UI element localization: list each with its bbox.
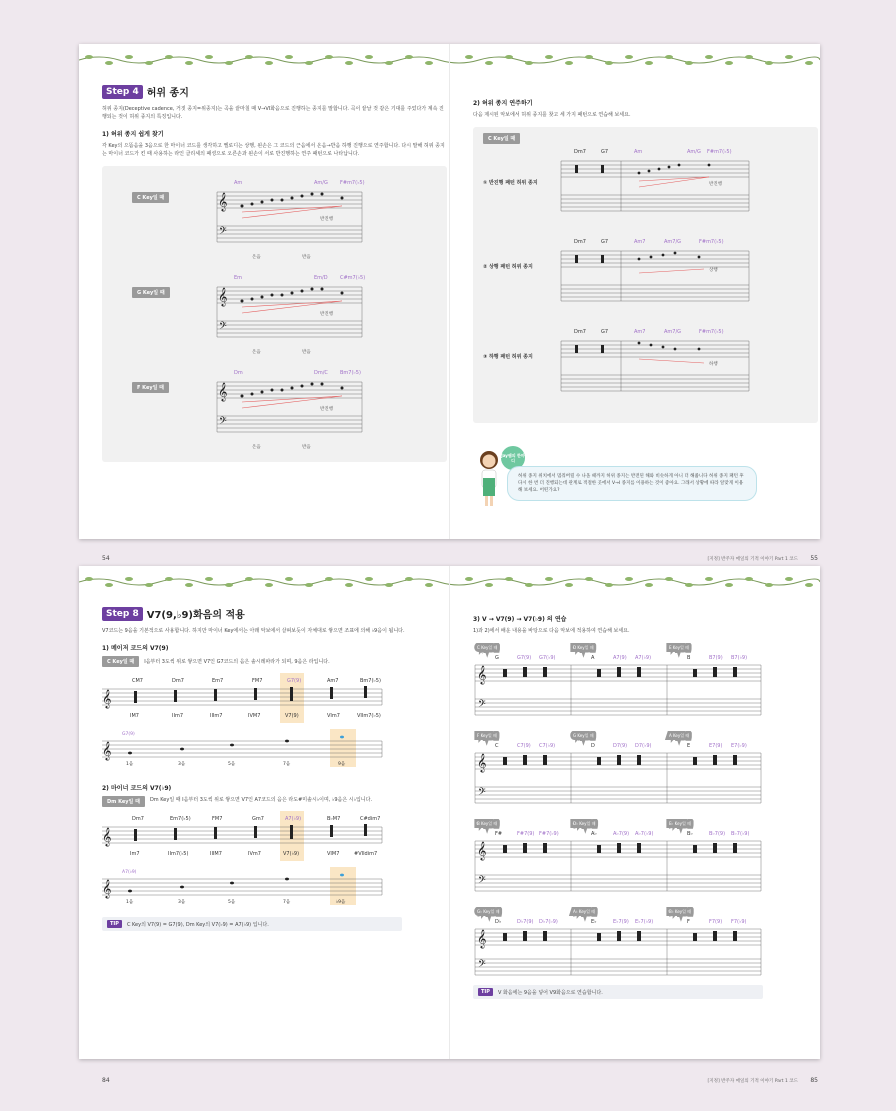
- chord-label: Am: [634, 149, 643, 155]
- practice-grid: [473, 643, 763, 983]
- chord-label: Bm7(♭5): [340, 370, 361, 376]
- step-header: [102, 606, 447, 621]
- annotation: 반진행: [320, 407, 334, 412]
- pattern-1: [473, 143, 763, 223]
- practice-row: [473, 731, 763, 813]
- step-title: V7(9,♭9)화음의 적용: [146, 610, 245, 621]
- chord-label: B♭7(♭9): [731, 831, 750, 837]
- key-tag: C Key일 때: [483, 133, 520, 144]
- annotation: 반음: [302, 350, 311, 355]
- example-g: [102, 271, 447, 361]
- key-label: A Key일 때: [669, 733, 690, 738]
- key-label: B♭ Key일 때: [669, 909, 692, 914]
- svg-text:𝄢: 𝄢: [478, 874, 486, 888]
- key-tag: Dm Key일 때: [102, 796, 145, 807]
- chord-label: E♭7(♭9): [635, 919, 654, 925]
- annotation: 반진행: [709, 182, 723, 187]
- page-number: 84: [102, 1077, 110, 1084]
- chord-label: Dm7: [574, 239, 586, 245]
- svg-text:𝄞: 𝄞: [102, 879, 112, 898]
- scale-staff-2b: [102, 867, 402, 907]
- chord-label: Em: [234, 275, 243, 281]
- practice-row: [473, 643, 763, 725]
- annotation: 반진행: [320, 312, 334, 317]
- chord-label: Dm7: [172, 678, 184, 684]
- degree-label: VIm7: [327, 713, 340, 719]
- chord-label: Am7/G: [664, 329, 682, 335]
- svg-text:𝄞: 𝄞: [102, 741, 112, 760]
- practice-staff: [473, 819, 763, 901]
- annotation: 반음: [302, 255, 311, 260]
- annotation: 반진행: [320, 217, 334, 222]
- subheading-1-text: 각 Key의 으뜸음을 3음으로 한 마이너 코드를 생각하고 멜로디는 상행, 왼손은 그 코드의 근음에서 온음→반음 하행 진행으로 연주합니다. 다시 말해 허위 종지는 마이너 코드가 킨 때 사용하는 라인 클리셰의 패셩으로 오른손과 왼손이 서로 반진행하는 연주 패턴으로 나타납니다.: [102, 143, 445, 157]
- degree-label: 7음: [283, 900, 291, 905]
- annotation: 온음: [252, 445, 261, 450]
- svg-text:𝄞: 𝄞: [102, 827, 112, 846]
- chord-label: Am: [234, 180, 243, 186]
- teacher-note: [473, 446, 763, 526]
- chord-label: A♭: [591, 831, 597, 837]
- annotation: 반음: [302, 445, 311, 450]
- chord-label: B♭: [687, 831, 693, 837]
- chord-label: F: [687, 919, 690, 925]
- spread-bottom: [79, 566, 820, 1084]
- chord-label: Em7(♭5): [170, 816, 191, 822]
- chord-label: F#m7(♭5): [340, 180, 365, 186]
- key-text: I음부터 3도씩 위로 쌓으면 V7인 G7코드의 음은 솔시레파라가 되며, 9음은 라입니다.: [144, 659, 330, 665]
- key-label: F Key일 때: [477, 733, 497, 738]
- chord-label: D♭7(9): [517, 919, 534, 925]
- chord-label: F#m7(♭5): [699, 329, 724, 335]
- degree-label: IVm7: [248, 851, 261, 857]
- chord-label: Em/D: [314, 275, 328, 281]
- tip-text: V 화음에는 9음을 넣어 V9화음으로 연습합니다.: [497, 989, 603, 996]
- degree-label: V7(9): [285, 713, 299, 719]
- degree-label: 5음: [228, 762, 236, 767]
- tip-badge: TIP: [478, 988, 493, 996]
- svg-text:𝄢: 𝄢: [478, 958, 486, 972]
- annotation: 상행: [709, 268, 718, 273]
- chord-label: Dm/C: [314, 370, 328, 376]
- degree-label: Im7: [130, 851, 140, 857]
- subheading-1: 1) 허위 종지 쉽게 찾기: [102, 131, 164, 138]
- footer-text: [지정] 반주자 매일의 기적 이야기 Part 1 코드: [707, 557, 798, 562]
- key-label: D♭ Key일 때: [573, 821, 596, 826]
- step-badge: Step 4: [102, 85, 143, 99]
- staff-pattern: [559, 323, 759, 403]
- chord-label: A7(♭9): [635, 655, 652, 661]
- chord-label: F7(9): [709, 919, 723, 925]
- chord-label: Am7: [634, 239, 646, 245]
- svg-text:𝄢: 𝄢: [219, 415, 227, 429]
- degree-label: IIIM7: [210, 851, 222, 857]
- degree-label: IVM7: [248, 713, 261, 719]
- staff-example: [202, 271, 432, 361]
- subheading-1: 1) 메이저 코드의 V7(9): [102, 645, 169, 652]
- chord-label: C: [495, 743, 499, 749]
- chord-label: F#m7(♭5): [699, 239, 724, 245]
- staff-example: [202, 366, 432, 456]
- page-number: 55: [810, 555, 818, 562]
- key-label: B Key일 때: [477, 821, 498, 826]
- chord-label: G7(9): [287, 678, 302, 684]
- staff-example: [202, 176, 432, 266]
- svg-text:𝄢: 𝄢: [478, 786, 486, 800]
- subheading-2: 2) 마이너 코드의 V7(♭9): [102, 785, 172, 792]
- intro-text: 허위 종지(Deceptive cadence, 거짓 종지=위종지)는 곡을 끝마칠 때 V→VI화음으로 진행하는 종지를 말합니다. 곡이 끝날 것 같은 기대를 주었다가 계속 진행되는 것이 허위 종지의 특징입니다.: [102, 106, 444, 120]
- pattern-3: [473, 323, 763, 403]
- key-row: [102, 796, 447, 807]
- key-row: [102, 656, 447, 667]
- page-85: [473, 606, 818, 1084]
- step-badge: Step 8: [102, 607, 143, 621]
- page-54: [102, 84, 447, 562]
- subheading-3-text: 1)과 2)에서 배운 내용을 바탕으로 다음 악보에 적용하여 연습해 보세요.: [473, 628, 630, 634]
- tip-badge: TIP: [107, 920, 122, 928]
- chord-label: Am7: [634, 329, 646, 335]
- chord-label: Dm7: [574, 329, 586, 335]
- pattern-label: ③ 하행 패턴 허위 종지: [483, 354, 533, 360]
- key-label: E Key일 때: [669, 645, 690, 650]
- svg-text:𝄢: 𝄢: [478, 698, 486, 712]
- degree-label: 5음: [228, 900, 236, 905]
- degree-label: 7음: [283, 762, 291, 767]
- chord-label: G7(9): [517, 655, 532, 661]
- chord-label: B: [687, 655, 691, 661]
- chord-label: Em7: [212, 678, 224, 684]
- step-title: 허위 종지: [146, 88, 189, 99]
- chord-label: Gm7: [252, 816, 264, 822]
- degree-label: 3음: [178, 762, 186, 767]
- practice-staff: [473, 643, 763, 725]
- patterns-box: [473, 127, 818, 423]
- svg-text:𝄞: 𝄞: [477, 665, 487, 684]
- chord-label: Dm7: [132, 816, 144, 822]
- svg-text:𝄞: 𝄞: [477, 929, 487, 948]
- pattern-label: ① 반진행 패턴 허위 종지: [483, 180, 538, 186]
- chord-label: FM7: [252, 678, 263, 684]
- degree-label: 1음: [126, 762, 134, 767]
- footer-text: [지정] 반주자 매일의 기적 이야기 Part 1 코드: [707, 1079, 798, 1084]
- spread-top: [79, 44, 820, 562]
- annotation: 온음: [252, 255, 261, 260]
- page-number: 54: [102, 555, 110, 562]
- chord-label: A: [591, 655, 595, 661]
- key-tag: G Key일 때: [132, 287, 170, 298]
- chord-label: F7(♭9): [731, 919, 747, 925]
- chord-label: Am/G: [687, 149, 701, 155]
- chord-label: G: [495, 655, 499, 661]
- chord-label: E♭: [591, 919, 597, 925]
- subheading-2-text: 다음 제시된 악보에서 허위 종지를 찾고 세 가지 패턴으로 연습해 보세요.: [473, 112, 631, 118]
- staff-pattern: [559, 143, 759, 223]
- practice-staff: [473, 731, 763, 813]
- chord-label: E: [687, 743, 691, 749]
- key-text: Dm Key일 때 I음부터 3도씩 위로 쌓으면 V7인 A7코드의 음은 라도#미솔시♭이며, ♭9음은 시♭입니다.: [149, 797, 373, 803]
- chord-label: F#7(♭9): [539, 831, 559, 837]
- tip-box: [102, 917, 402, 931]
- svg-text:𝄞: 𝄞: [218, 287, 228, 306]
- teacher-badge: Jay쌤의 한마디: [501, 446, 525, 470]
- chord-label: C7(♭9): [539, 743, 556, 749]
- staff-pattern: [559, 233, 759, 313]
- svg-text:𝄢: 𝄢: [219, 320, 227, 334]
- chord-label: D7(♭9): [635, 743, 652, 749]
- examples-box: [102, 166, 447, 462]
- scale-staff-1b: [102, 729, 402, 769]
- chord-label: G7: [601, 239, 609, 245]
- key-label: A♭ Key일 때: [573, 909, 596, 914]
- degree-label: 3음: [178, 900, 186, 905]
- chord-label: G7: [601, 149, 609, 155]
- degree-label: VIIm7(♭5): [357, 713, 381, 719]
- scale-staff-1: [102, 673, 402, 723]
- chord-label: A7(♭9): [122, 870, 137, 875]
- svg-text:𝄞: 𝄞: [477, 841, 487, 860]
- chord-label: G7(♭9): [539, 655, 556, 661]
- chord-label: G7(9): [122, 732, 135, 737]
- chord-label: CM7: [132, 678, 143, 684]
- chord-label: C#m7(♭5): [340, 275, 366, 281]
- degree-label: #VIIdim7: [354, 851, 378, 857]
- subheading-3: 3) V → V7(9) → V7(♭9) 의 연습: [473, 616, 567, 623]
- chord-label: A♭7(9): [613, 831, 630, 837]
- key-label: D Key일 때: [573, 645, 594, 650]
- chord-label: D♭: [495, 919, 502, 925]
- chord-label: A7(♭9): [285, 816, 302, 822]
- intro-text: V7코드는 9음을 기본적으로 사용합니다. 하지만 마이너 Key에서는 아래 악보에서 살펴보듯이 자체대로 쌓으면 조표에 의해 ♭9음이 됩니다.: [102, 628, 405, 634]
- chord-label: C#dim7: [360, 816, 381, 822]
- chord-label: Dm: [234, 370, 243, 376]
- svg-text:𝄞: 𝄞: [218, 192, 228, 211]
- key-label: E♭ Key일 때: [669, 821, 691, 826]
- chord-label: C7(9): [517, 743, 531, 749]
- chord-label: E7(♭9): [731, 743, 747, 749]
- chord-label: Bm7(♭5): [360, 678, 381, 684]
- degree-label: ♭9음: [336, 900, 346, 905]
- page-55: [473, 84, 818, 562]
- step-header: [102, 84, 447, 99]
- example-c: [102, 176, 447, 266]
- svg-text:𝄞: 𝄞: [102, 689, 112, 708]
- pattern-label: ② 상행 패턴 허위 종지: [483, 264, 533, 270]
- page-84: [102, 606, 447, 1084]
- practice-row: [473, 819, 763, 901]
- degree-label: IIm7(♭5): [168, 851, 189, 857]
- chord-label: Am7: [327, 678, 339, 684]
- subheading-2: 2) 허위 종지 연주하기: [473, 100, 533, 107]
- chord-label: B7(9): [709, 655, 723, 661]
- chord-label: G7: [601, 329, 609, 335]
- chord-label: D♭7(♭9): [539, 919, 558, 925]
- key-tag: F Key일 때: [132, 382, 169, 393]
- chord-label: D7(9): [613, 743, 628, 749]
- key-tag: C Key일 때: [132, 192, 169, 203]
- chord-label: E7(9): [709, 743, 723, 749]
- key-label: G Key일 때: [573, 733, 594, 738]
- degree-label: V7(♭9): [283, 851, 300, 857]
- degree-label: 1음: [126, 900, 134, 905]
- teacher-speech: 허위 종지 위치에서 멈춰버릴 수 나올 때까지 허위 종지는 반전된 해와 비슷하게 아니 더 해줍니다 허위 종지 패턴 후 다시 한 번 더 진행되는데 관계로 적절한 곳에서 V→I 종지를 이용하는 것이 좋아요. 그래서 상황에 따라 알맞게 이용해 보세요. 어떤가요?: [507, 466, 757, 501]
- key-tag: C Key일 때: [102, 656, 139, 667]
- svg-text:𝄞: 𝄞: [477, 753, 487, 772]
- annotation: 하행: [709, 362, 718, 367]
- chord-label: F#7(9): [517, 831, 535, 837]
- annotation: 온음: [252, 350, 261, 355]
- chord-label: Am/G: [314, 180, 328, 186]
- example-f: [102, 366, 447, 456]
- key-label: G♭ Key일 때: [477, 909, 500, 914]
- svg-text:𝄢: 𝄢: [219, 225, 227, 239]
- gutter: [449, 566, 450, 1059]
- chord-label: Dm7: [574, 149, 586, 155]
- key-label: C Key일 때: [477, 645, 498, 650]
- tip-text: C Key의 V7(9) = G7(9), Dm Key의 V7(♭9) = A7(♭9) 입니다.: [126, 921, 269, 928]
- svg-text:𝄞: 𝄞: [218, 382, 228, 401]
- degree-label: IIm7: [172, 713, 184, 719]
- chord-label: A7(9): [613, 655, 627, 661]
- chord-label: E♭7(9): [613, 919, 629, 925]
- scale-staff-2: [102, 811, 402, 861]
- gutter: [449, 44, 450, 539]
- degree-label: VIM7: [327, 851, 340, 857]
- chord-label: B7(♭9): [731, 655, 748, 661]
- chord-label: F#: [495, 831, 503, 837]
- chord-label: B♭M7: [327, 816, 341, 822]
- degree-label: IIIm7: [210, 713, 223, 719]
- chord-label: FM7: [212, 816, 223, 822]
- pattern-2: [473, 233, 763, 313]
- chord-label: B♭7(9): [709, 831, 726, 837]
- chord-label: A♭7(♭9): [635, 831, 654, 837]
- practice-staff: [473, 907, 763, 983]
- chord-label: Am7/G: [664, 239, 682, 245]
- chord-label: D: [591, 743, 595, 749]
- chord-label: F#m7(♭5): [707, 149, 732, 155]
- page-number: 85: [810, 1077, 818, 1084]
- degree-label: 9음: [338, 762, 346, 767]
- practice-row: [473, 907, 763, 989]
- degree-label: IM7: [130, 713, 139, 719]
